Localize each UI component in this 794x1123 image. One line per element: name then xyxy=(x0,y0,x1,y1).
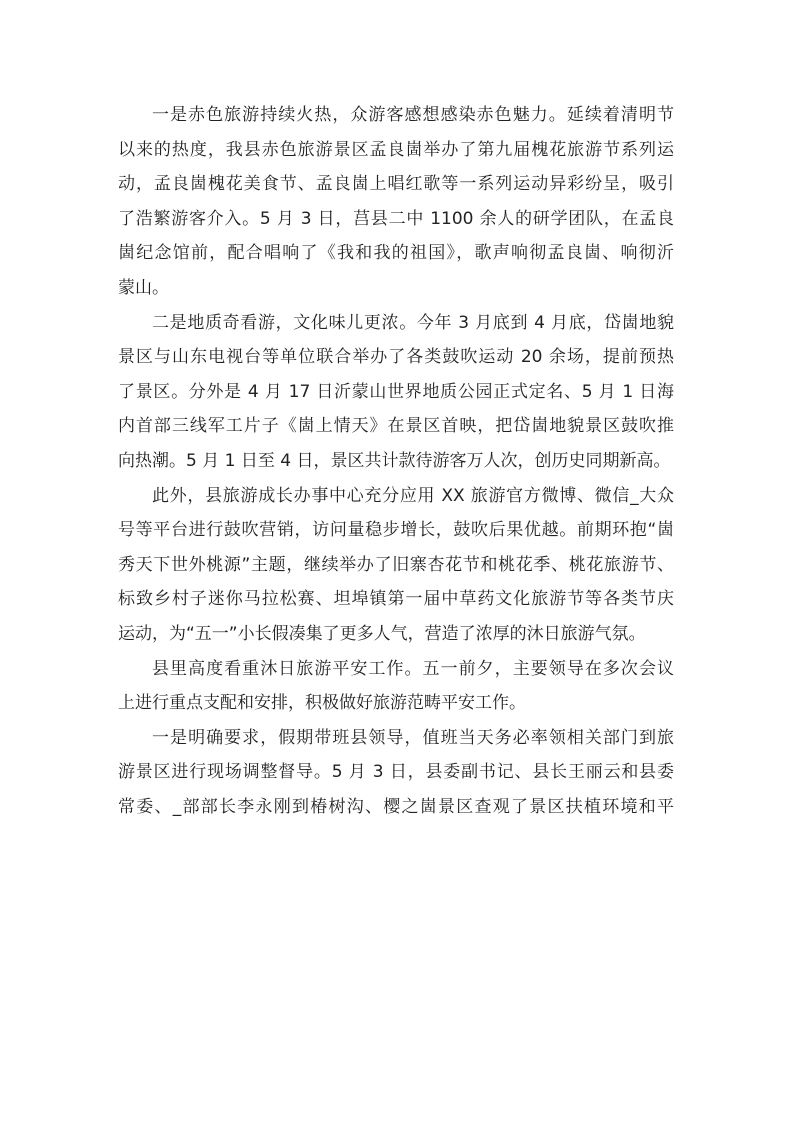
paragraph-1-line-6: 蒙山。 xyxy=(118,277,169,298)
paragraph-1-line-5: 崮纪念馆前，配合唱响了《我和我的祖国》，歌声响彻孟良崮、响彻沂 xyxy=(118,243,674,264)
paragraph-1-line-1: 一是赤色旅游持续火热，众游客感想感染赤色魅力。延续着清明节 xyxy=(152,105,674,125)
paragraph-5-line-2: 游景区进行现场调整督导。5 月 3 日，县委副书记、县长王丽云和县委 xyxy=(118,762,674,783)
paragraph-5-line-1: 一是明确要求，假期带班县领导，值班当天务必率领相关部门到旅 xyxy=(152,727,674,748)
paragraph-2-line-1: 二是地质奇看游，文化味儿更浓。今年 3 月底到 4 月底，岱崮地貌 xyxy=(152,312,674,333)
paragraph-1-line-3: 动，孟良崮槐花美食节、孟良崮上唱红歌等一系列运动异彩纷呈，吸引 xyxy=(118,174,674,195)
paragraph-5-line-3: 常委、_部部长李永刚到椿树沟、樱之崮景区查观了景区扶植环境和平 xyxy=(118,796,674,817)
paragraph-2-line-2: 景区与山东电视台等单位联合举办了各类鼓吹运动 20 余场，提前预热 xyxy=(118,347,674,368)
paragraph-3-line-2: 号等平台进行鼓吹营销，访问量稳步增长，鼓吹后果优越。前期环抱“崮 xyxy=(118,520,674,541)
paragraph-1-line-4: 了浩繁游客介入。5 月 3 日，莒县二中 1100 余人的研学团队，在孟良 xyxy=(118,208,674,229)
paragraph-2-line-4: 内首部三线军工片子《崮上情天》在景区首映，把岱崮地貌景区鼓吹推 xyxy=(118,416,674,437)
paragraph-4-line-2: 上进行重点支配和安排，积极做好旅游范畴平安工作。 xyxy=(118,693,526,714)
paragraph-3-line-3: 秀天下世外桃源”主题，继续举办了旧寨杏花节和桃花季、桃花旅游节、 xyxy=(118,554,674,575)
document-body xyxy=(118,98,674,824)
paragraph-3-line-1: 此外，县旅游成长办事中心充分应用 XX 旅游官方微博、微信_大众 xyxy=(152,485,674,506)
paragraph-2-line-5: 向热潮。5 月 1 日至 4 日，景区共计款待游客万人次，创历史同期新高。 xyxy=(118,450,671,471)
paragraph-3-line-4: 标致乡村子迷你马拉松赛、坦埠镇第一届中草药文化旅游节等各类节庆 xyxy=(118,589,674,610)
paragraph-4-line-1: 县里高度看重沐日旅游平安工作。五一前夕，主要领导在多次会议 xyxy=(152,658,674,679)
paragraph-1-line-2: 以来的热度，我县赤色旅游景区孟良崮举办了第九届槐花旅游节系列运 xyxy=(118,139,674,160)
paragraph-3-line-5: 运动，为“五一”小长假凑集了更多人气，营造了浓厚的沐日旅游气氛。 xyxy=(118,623,646,644)
paragraph-2-line-3: 了景区。分外是 4 月 17 日沂蒙山世界地质公园正式定名、5 月 1 日海 xyxy=(118,381,674,402)
